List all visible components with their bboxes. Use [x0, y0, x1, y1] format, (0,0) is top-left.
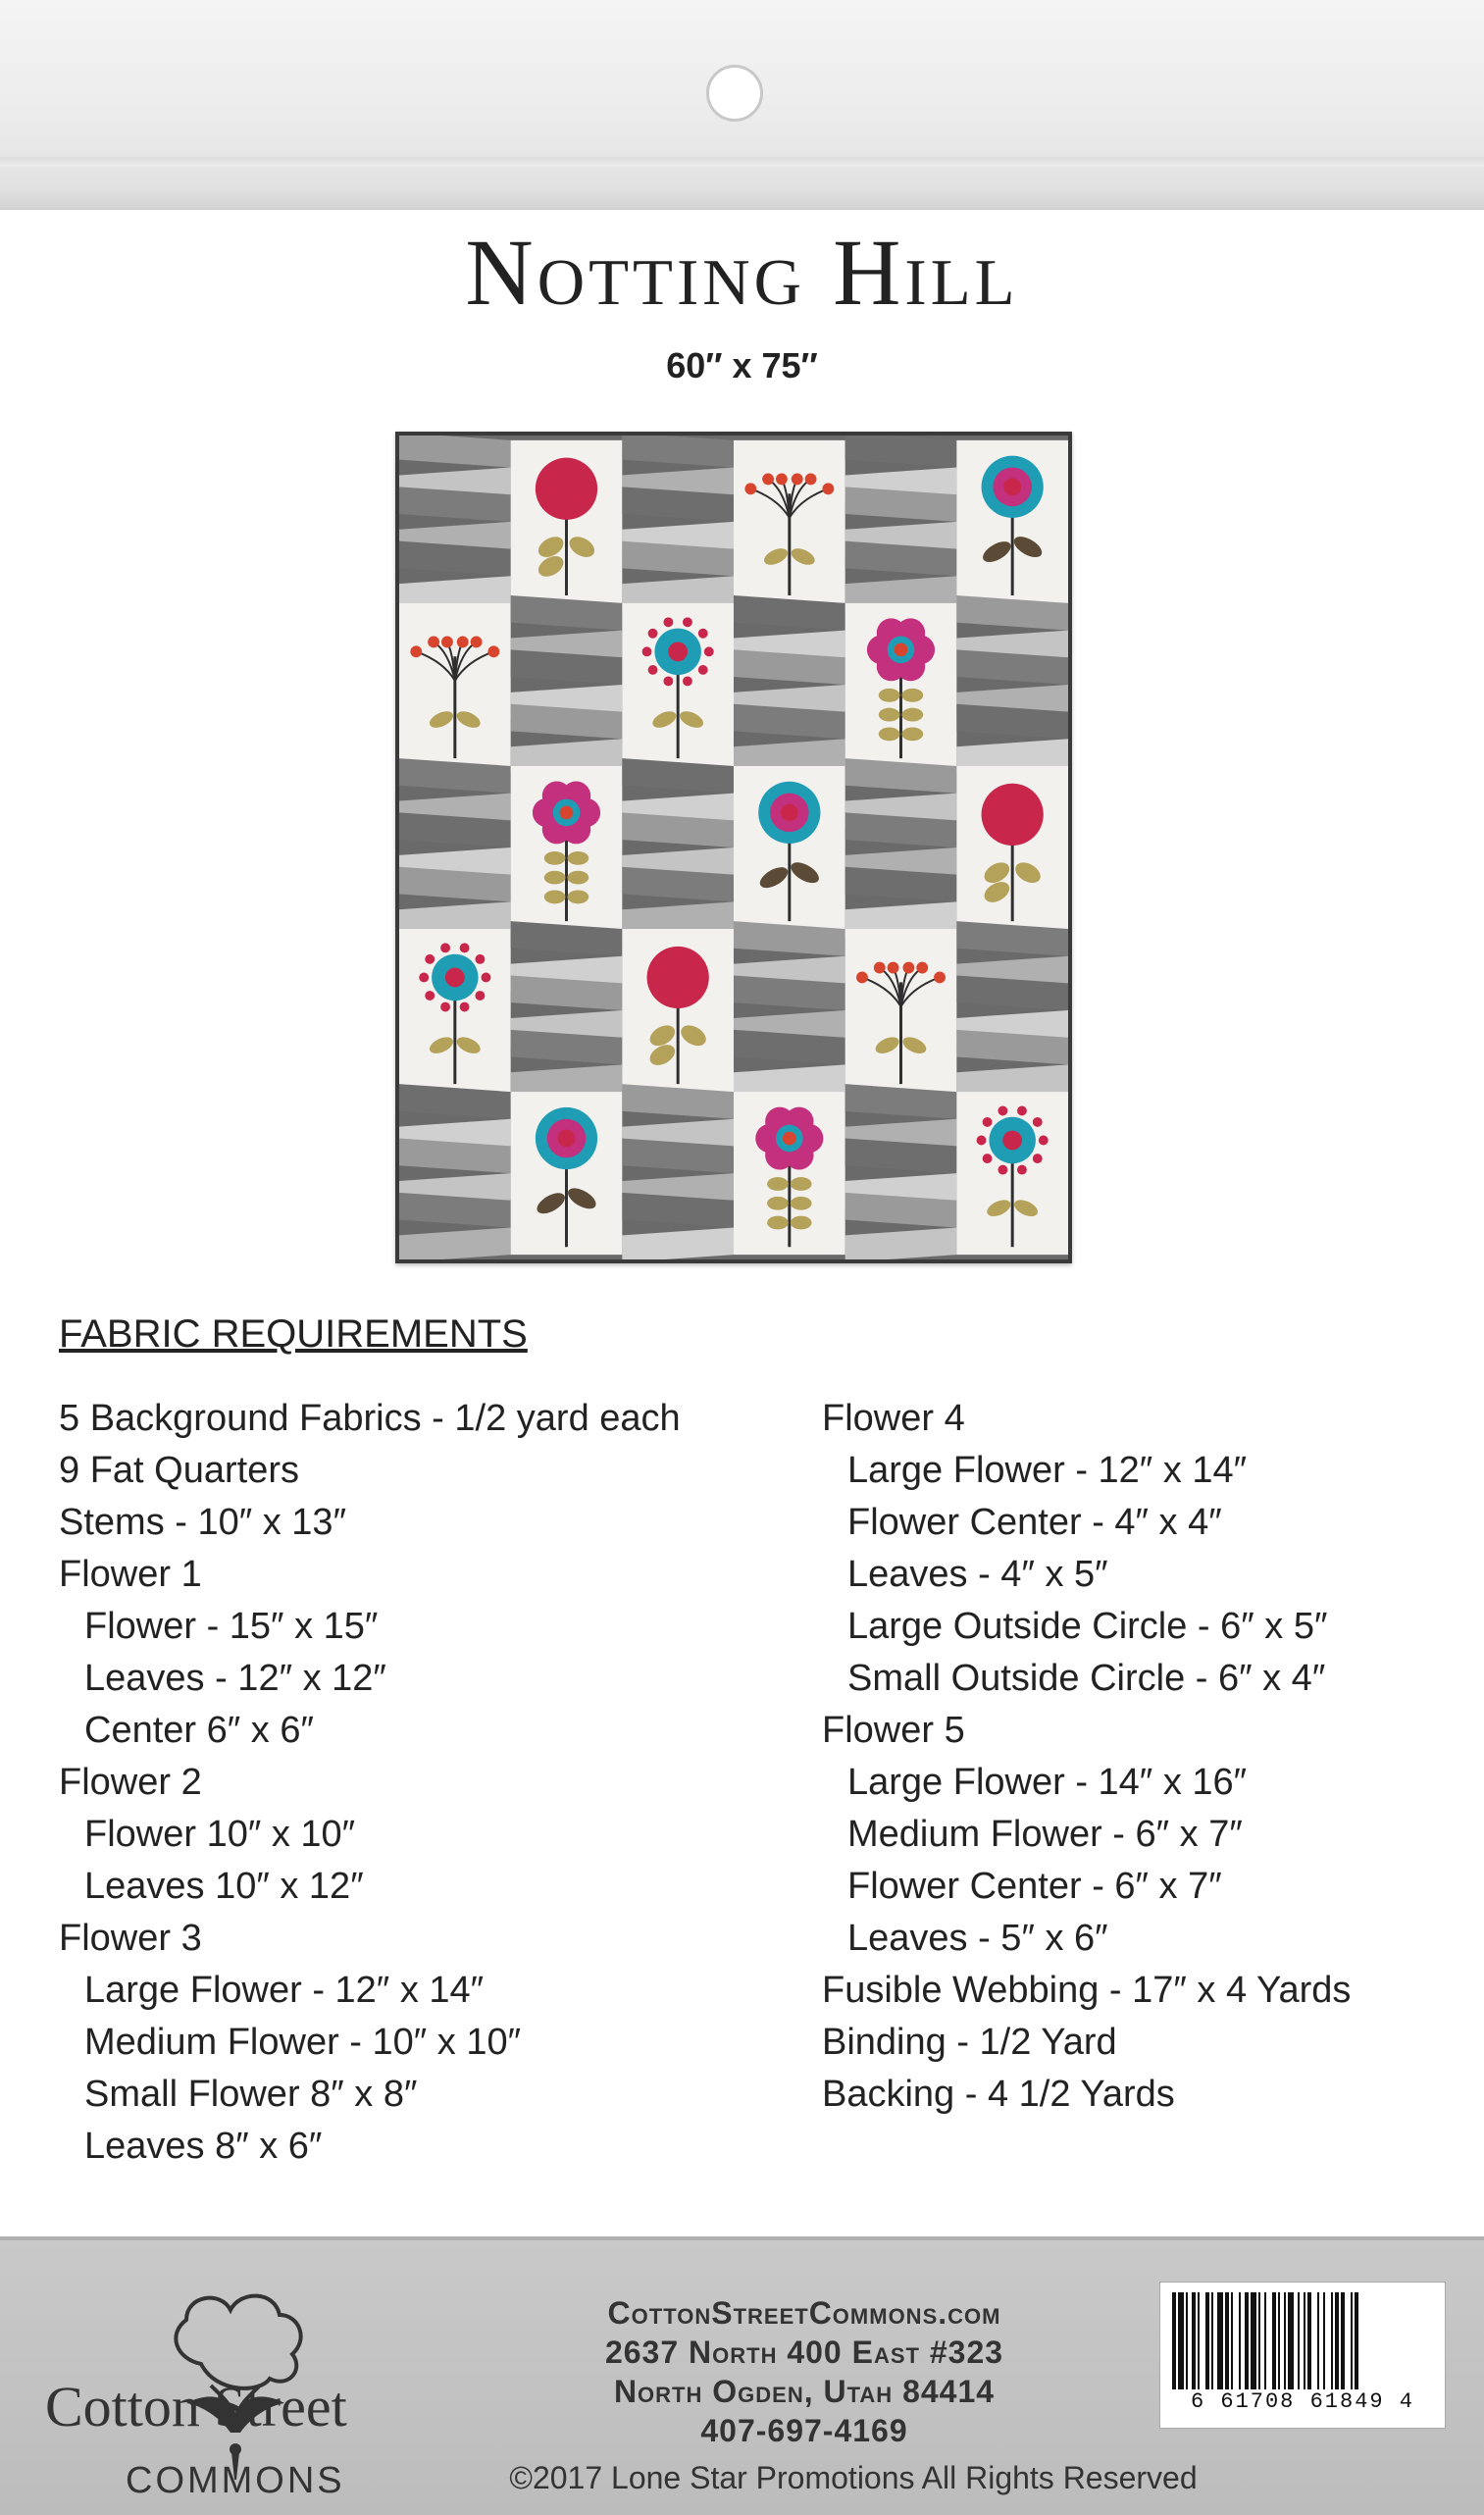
dot-petal: [475, 991, 485, 1001]
quilt-size: 60″ x 75″: [666, 345, 818, 385]
fabric-strip: [399, 433, 511, 468]
dot-petal: [475, 954, 485, 964]
barcode-bar: [1317, 2292, 1319, 2390]
phone-text: 407-697-4169: [700, 2413, 908, 2448]
leaf: [567, 890, 588, 903]
flower-center: [558, 1130, 576, 1148]
seed-pod: [410, 645, 422, 657]
flower-head: [647, 947, 709, 1008]
flower-center: [895, 642, 908, 656]
barcode-bar: [1205, 2292, 1209, 2390]
dot-petal: [1017, 1165, 1027, 1175]
leaf: [544, 871, 566, 885]
leaf: [791, 1216, 812, 1230]
flower-center: [560, 805, 574, 819]
dot-petal: [983, 1154, 993, 1163]
flower-center: [445, 968, 465, 988]
dot-petal: [648, 665, 658, 675]
dot-petal: [998, 1105, 1007, 1115]
barcode-bar: [1172, 2292, 1176, 2390]
barcode-bar: [1225, 2292, 1229, 2390]
barcode-bar: [1198, 2292, 1200, 2390]
fabric-strip: [399, 1227, 511, 1262]
requirement-item: Backing - 4 1/2 Yards: [822, 2074, 1175, 2115]
requirement-item: Leaves - 4″ x 5″: [847, 1554, 1108, 1595]
barcode-bar: [1335, 2292, 1339, 2390]
seed-pod: [441, 637, 453, 648]
requirement-item: Small Flower 8″ x 8″: [84, 2074, 418, 2115]
requirement-item: Medium Flower - 6″ x 7″: [847, 1814, 1243, 1855]
requirement-item: Medium Flower - 10″ x 10″: [84, 2022, 522, 2063]
barcode-bar: [1186, 2292, 1188, 2390]
dot-petal: [1033, 1154, 1043, 1163]
requirements-column-right: [822, 1393, 1351, 2121]
flower-center: [1002, 1131, 1022, 1151]
dot-petal: [425, 954, 435, 964]
flower-center: [668, 642, 688, 661]
dot-petal: [698, 629, 708, 639]
fabric-strip: [845, 1227, 957, 1262]
seed-pod: [916, 962, 928, 974]
seed-pod: [822, 483, 834, 494]
dot-petal: [663, 676, 673, 686]
barcode-bar: [1331, 2292, 1333, 2390]
requirement-item: Flower Center - 4″ x 4″: [847, 1502, 1222, 1543]
dot-petal: [683, 676, 692, 686]
requirement-item: Leaves - 5″ x 6″: [847, 1918, 1108, 1959]
leaf: [544, 890, 566, 903]
dot-petal: [983, 1117, 993, 1127]
seed-pod: [934, 972, 946, 984]
requirement-item: Stems - 10″ x 13″: [59, 1502, 347, 1543]
requirement-item: Flower 3: [59, 1918, 202, 1959]
requirement-item: Leaves - 12″ x 12″: [84, 1658, 386, 1699]
fabric-strip: [622, 1227, 734, 1262]
dot-petal: [440, 943, 450, 952]
seed-pod: [428, 637, 439, 648]
dot-petal: [642, 646, 652, 656]
leaf: [767, 1197, 789, 1210]
requirement-item: Flower 10″ x 10″: [84, 1814, 356, 1855]
copyright-text: ©2017 Lone Star Promotions All Rights Reserved: [509, 2460, 1198, 2495]
barcode-bar: [1298, 2292, 1300, 2390]
dot-petal: [425, 991, 435, 1001]
requirement-item: Leaves 8″ x 6″: [84, 2126, 323, 2167]
contact-block: [461, 2293, 1148, 2450]
dot-petal: [419, 973, 429, 983]
seed-pod: [902, 962, 914, 974]
leaf: [544, 851, 566, 865]
dot-petal: [663, 617, 673, 627]
pattern-title: Notting Hill: [465, 220, 1019, 325]
seed-pod: [888, 962, 899, 974]
barcode-bar: [1211, 2292, 1213, 2390]
barcode-bar: [1307, 2292, 1311, 2390]
requirement-item: Binding - 1/2 Yard: [822, 2022, 1117, 2063]
seed-pod: [776, 473, 788, 485]
requirement-item: Large Flower - 14″ x 16″: [847, 1762, 1248, 1803]
leaf: [567, 851, 588, 865]
barcode-number: 6 61708 61849 4: [1165, 2389, 1440, 2414]
flower-center: [1003, 478, 1021, 495]
requirement-item: Large Flower - 12″ x 14″: [84, 1970, 485, 2011]
leaf: [767, 1216, 789, 1230]
dot-petal: [648, 629, 658, 639]
seed-pod: [457, 637, 469, 648]
barcode-bar: [1251, 2292, 1256, 2390]
seed-pod: [805, 473, 817, 485]
barcode-bar: [1258, 2292, 1260, 2390]
leaf: [767, 1177, 789, 1191]
leaf: [879, 689, 900, 702]
seed-pod: [762, 473, 774, 485]
barcode-bar: [1341, 2292, 1345, 2390]
fabric-strip: [845, 433, 957, 468]
leaf: [879, 708, 900, 722]
packaging-seal: [0, 157, 1484, 167]
dot-petal: [440, 1002, 450, 1012]
barcode-bar: [1178, 2292, 1184, 2390]
dot-petal: [977, 1136, 987, 1146]
flower-head: [982, 784, 1044, 846]
requirement-item: 5 Background Fabrics - 1/2 yard each: [59, 1398, 681, 1439]
seed-pod: [792, 473, 803, 485]
seed-pod: [471, 637, 483, 648]
barcode-bar: [1355, 2292, 1358, 2390]
dot-petal: [1033, 1117, 1043, 1127]
barcode-bar: [1264, 2292, 1266, 2390]
requirement-item: Flower 5: [822, 1710, 965, 1751]
requirement-item: Center 6″ x 6″: [84, 1710, 314, 1751]
requirement-item: Large Outside Circle - 6″ x 5″: [847, 1606, 1328, 1647]
requirement-item: Flower - 15″ x 15″: [84, 1606, 379, 1647]
requirement-item: Small Outside Circle - 6″ x 4″: [847, 1658, 1326, 1699]
requirement-item: Flower 4: [822, 1398, 965, 1439]
barcode-bar: [1217, 2292, 1223, 2390]
hang-hole: [706, 65, 763, 122]
requirement-item: Flower 2: [59, 1762, 202, 1803]
barcode-bar: [1239, 2292, 1241, 2390]
seed-pod: [744, 483, 756, 494]
quilt-image: [395, 432, 1072, 1263]
requirement-item: Fusible Webbing - 17″ x 4 Yards: [822, 1970, 1352, 2011]
website-text: CottonStreetCommons.com: [607, 2295, 1001, 2331]
dot-petal: [1039, 1136, 1049, 1146]
fabric-strip: [622, 433, 734, 468]
requirement-item: Flower Center - 6″ x 7″: [847, 1866, 1222, 1907]
leaf: [901, 689, 923, 702]
dot-petal: [460, 1002, 470, 1012]
barcode-bar: [1304, 2292, 1305, 2390]
barcode-bar: [1284, 2292, 1286, 2390]
leaf: [879, 727, 900, 741]
dot-petal: [704, 646, 714, 656]
brand-subtitle: COMMONS: [126, 2460, 345, 2501]
requirements-column-left: [59, 1393, 681, 2173]
barcode-bar: [1231, 2292, 1233, 2390]
leaf: [791, 1177, 812, 1191]
dot-petal: [683, 617, 692, 627]
seed-pod: [856, 972, 868, 984]
barcode-bar: [1192, 2292, 1196, 2390]
dot-petal: [998, 1165, 1007, 1175]
address-line-1: 2637 North 400 East #323: [604, 2335, 1004, 2370]
fabric-requirements-heading: FABRIC REQUIREMENTS: [59, 1312, 528, 1356]
brand-name: Cotton Street: [45, 2375, 347, 2438]
flower-center: [781, 804, 798, 822]
requirement-item: Flower 1: [59, 1554, 202, 1595]
barcode-bar: [1278, 2292, 1280, 2390]
requirement-item: Leaves 10″ x 12″: [84, 1866, 364, 1907]
requirement-item: 9 Fat Quarters: [59, 1450, 299, 1491]
barcode-bar: [1288, 2292, 1294, 2390]
leaf: [901, 708, 923, 722]
barcode-bar: [1323, 2292, 1325, 2390]
flower-head: [536, 458, 597, 520]
address-line-2: North Ogden, Utah 84414: [613, 2374, 996, 2409]
leaf: [901, 727, 923, 741]
dot-petal: [1017, 1105, 1027, 1115]
seed-pod: [487, 645, 499, 657]
barcode-bar: [1245, 2292, 1249, 2390]
barcode-bar: [1272, 2292, 1276, 2390]
seed-pod: [874, 962, 886, 974]
dot-petal: [460, 943, 470, 952]
flower-center: [783, 1132, 796, 1146]
barcode-bar: [1351, 2292, 1353, 2390]
dot-petal: [698, 665, 708, 675]
leaf: [791, 1197, 812, 1210]
dot-petal: [482, 973, 491, 983]
leaf: [567, 871, 588, 885]
requirement-item: Large Flower - 12″ x 14″: [847, 1450, 1248, 1491]
